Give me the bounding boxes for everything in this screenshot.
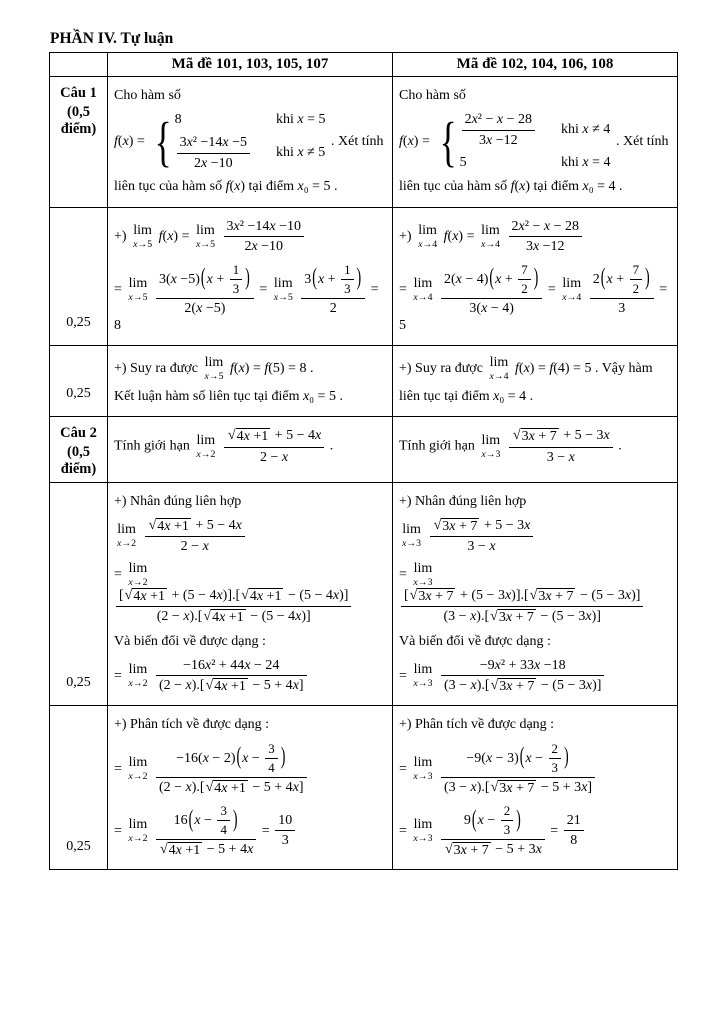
solution-line: = lim x→2 [ √ 4x +1 + (5 − 4x)].[ √ 4x +1 − (5 − 4x)] (2 − x).[ √ 4x +1 − (5 − 4x)] xyxy=(114,562,386,627)
fraction: $\frac{7}{2}$ xyxy=(518,262,530,297)
square-root: √ 4x +1 xyxy=(227,428,269,445)
limit-operator: lim x→3 xyxy=(413,662,433,690)
solution-line: f(x) = { $\frac{\text{2x² − x − 28}}{3x -12}$ khi x ≠ 4 5 khi x = 4 . Xét tính xyxy=(399,110,669,172)
limit-operator: lim x→3 xyxy=(413,560,433,588)
answer-cell-right xyxy=(393,207,678,346)
square-root: √ 4x +1 xyxy=(205,779,246,796)
limit-operator: lim x→5 xyxy=(204,355,224,383)
answer-cell-left xyxy=(108,77,393,208)
solution-line xyxy=(114,517,386,556)
square-root: √ 3x + 7 xyxy=(409,588,454,605)
fraction: √ 4x +1 + 5 − 4x 2 − x xyxy=(224,427,324,466)
solution-line: Tính giới hạn lim x→3 √ 3x + 7 + 5 − 3x 3 − x . xyxy=(399,428,622,465)
fraction: $\frac{\text{2x² − x − 28}}{3x -12}$ xyxy=(509,218,582,256)
solution-line: = lim x→2 −16x² + 44x − 24 (2 − x).[ √ 4x +1 − 5 + 4x] xyxy=(114,657,386,696)
limit-operator: lim x→3 xyxy=(413,817,433,845)
table-row xyxy=(50,417,678,482)
solution-line: = lim x→2 −16(x − 2)(x − $\frac{3}{4}$ ) (2 − x).[ √ 4x +1 − 5 + 4x] xyxy=(114,741,386,797)
square-root: √ 4x +1 xyxy=(203,609,244,626)
limit-operator: lim x→5 xyxy=(195,222,216,250)
fraction: 2(x + $\frac{7}{2}$ ) 3 xyxy=(590,262,654,318)
solution-line: Cho hàm số xyxy=(114,88,181,103)
solution-line: Kết luận hàm số liên tục tại điểm x₀ = 5 . xyxy=(114,389,343,405)
limit-operator: lim x→4 xyxy=(418,222,438,250)
limit-operator: lim x→2 xyxy=(196,432,216,460)
fraction: $\frac{10}{3}$ xyxy=(275,812,295,850)
answer-cell-left xyxy=(108,207,393,346)
solution-line: = lim x→3 −9x² + 33x −18 (3 − x).[ √ 3x + 7 − (5 − 3x)] xyxy=(399,657,671,696)
answer-cell-right xyxy=(393,417,678,482)
header-col-right: Mã đề 102, 104, 106, 108 xyxy=(393,53,678,77)
square-root: √ 4x +1 xyxy=(241,588,282,605)
solution-line: +) Phân tích về được dạng : xyxy=(399,717,555,733)
fraction: $\frac{2}{3}$ xyxy=(501,803,513,838)
solution-line: Và biến đổi về được dạng : xyxy=(399,633,551,649)
square-root: √ 3x + 7 xyxy=(490,779,535,796)
limit-operator: lim x→3 xyxy=(413,754,433,782)
answer-cell-right xyxy=(393,77,678,208)
fraction: 16(x − $\frac{3}{4}$ ) √ 4x +1 − 5 + 4x xyxy=(156,803,256,859)
fraction: [ √ 3x + 7 + (5 − 3x)].[ √ 3x + 7 − (5 − 3x)] (3 − x).[ √ 3x + 7 − (5 − 3x)] xyxy=(401,587,643,626)
solution-line: +) Phân tích về được dạng : xyxy=(114,717,270,733)
piecewise-cases: { 8 khi x = 5 $\frac{\text{3x² −14x −5}}{2x -10}$ khi x ≠ 5 xyxy=(154,110,326,172)
answer-cell-left xyxy=(108,706,393,870)
fraction: $\frac{3}{4}$ xyxy=(265,741,277,776)
solution-line: +) lim x→4 f(x) = lim x→4 $\frac{\text{2x² − x − 28}}{3x -12}$ xyxy=(399,218,671,256)
fraction: √ 4x +1 + 5 − 4x 2 − x xyxy=(145,517,245,556)
square-root: √ 4x +1 xyxy=(205,678,246,695)
solution-line: +) lim x→5 f(x) = lim x→5 $\frac{\text{3x² −14x −10}}{2x -10}$ xyxy=(114,218,386,256)
fraction: $\frac{1}{3}$ xyxy=(230,262,242,297)
square-root: √ 3x + 7 xyxy=(490,609,534,626)
fraction: 9(x − $\frac{2}{3}$ ) √ 3x + 7 − 5 + 3x xyxy=(441,803,545,859)
solution-line: +) Suy ra được lim x→4 f(x) = f(4) = 5 . Vậy hàm xyxy=(399,355,653,383)
score-cell: 0,25 xyxy=(50,706,108,870)
square-root: √ 3x + 7 xyxy=(529,588,574,605)
fraction: 3(x −5)(x + $\frac{1}{3}$ ) 2(x −5) xyxy=(156,262,254,318)
corner-cell xyxy=(50,53,108,77)
table-row xyxy=(50,77,678,208)
limit-operator: lim x→4 xyxy=(489,355,509,383)
fraction: 2(x − 4)(x + $\frac{7}{2}$ ) 3(x − 4) xyxy=(441,262,542,318)
fraction: $\frac{\text{3x² −14x −10}}{2x -10}$ xyxy=(224,218,304,256)
section-title: PHẦN IV. Tự luận xyxy=(50,30,174,47)
square-root: √ 3x + 7 xyxy=(490,678,535,695)
fraction: −16(x − 2)(x − $\frac{3}{4}$ ) (2 − x).[ √ 4x +1 − 5 + 4x] xyxy=(156,741,307,797)
fraction: [ √ 4x +1 + (5 − 4x)].[ √ 4x +1 − (5 − 4x)] (2 − x).[ √ 4x +1 − (5 − 4x)] xyxy=(116,587,351,626)
table-row xyxy=(50,482,678,706)
solution-line: Tính giới hạn lim x→2 √ 4x +1 + 5 − 4x 2 − x . xyxy=(114,428,334,465)
answer-cell-left xyxy=(108,417,393,482)
limit-operator: lim x→2 xyxy=(128,560,148,588)
fraction: $\frac{\text{3x² −14x −5}}{2x -10}$ xyxy=(177,134,250,172)
solution-line: = lim x→3 −9(x − 3)(x − $\frac{2}{3}$ ) (3 − x).[ √ 3x + 7 − 5 + 3x] xyxy=(399,741,671,797)
limit-operator: lim x→2 xyxy=(128,754,148,782)
limit-operator: lim x→5 xyxy=(273,275,293,303)
solution-line: liên tục của hàm số f(x) tại điểm x₀ = 5 . xyxy=(114,179,338,195)
answer-cell-left xyxy=(108,482,393,706)
question-label-cell: Câu 1 (0,5 điểm) xyxy=(50,77,108,208)
fraction: $\frac{3}{4}$ xyxy=(217,803,229,838)
solution-line: Cho hàm số xyxy=(399,88,466,103)
fraction: $\frac{\text{2x² − x − 28}}{3x -12}$ xyxy=(462,111,535,149)
solution-line: = lim x→4 2(x − 4)(x + $\frac{7}{2}$ ) 3(x − 4) = lim x→4 2(x + $\frac{7}{2}$ ) 3 = 5 xyxy=(399,262,668,334)
fraction: $\frac{7}{2}$ xyxy=(630,262,642,297)
square-root: √ 4x +1 xyxy=(124,588,165,605)
square-root: √ 3x + 7 xyxy=(433,517,478,534)
fraction: −16x² + 44x − 24 (2 − x).[ √ 4x +1 − 5 + 4x] xyxy=(156,657,307,696)
header-col-left: Mã đề 101, 103, 105, 107 xyxy=(108,53,393,77)
header-row xyxy=(50,53,678,77)
answer-cell-right xyxy=(393,482,678,706)
limit-operator: lim x→4 xyxy=(480,222,501,250)
limit-operator: lim x→2 xyxy=(128,662,148,690)
answer-cell-right xyxy=(393,706,678,870)
square-root: √ 4x +1 xyxy=(148,517,189,534)
score-cell: 0,25 xyxy=(50,346,108,417)
piecewise-cases: { $\frac{\text{2x² − x − 28}}{3x -12}$ khi x ≠ 4 5 khi x = 4 xyxy=(439,110,611,172)
fraction: 3(x + $\frac{1}{3}$ ) 2 xyxy=(301,262,365,318)
limit-operator: lim x→5 xyxy=(128,275,148,303)
limit-operator: lim x→3 xyxy=(402,522,422,550)
limit-operator: lim x→5 xyxy=(133,222,153,250)
limit-operator: lim x→2 xyxy=(128,817,148,845)
fraction: $\frac{1}{3}$ xyxy=(341,262,353,297)
square-root: √ 3x + 7 xyxy=(444,841,489,858)
limit-operator: lim x→4 xyxy=(562,275,582,303)
limit-operator: lim x→4 xyxy=(413,275,433,303)
answer-cell-right xyxy=(393,346,678,417)
solution-line xyxy=(399,517,671,556)
solution-line: f(x) = { 8 khi x = 5 $\frac{\text{3x² −14x −5}}{2x -10}$ khi x ≠ 5 . Xét tính xyxy=(114,110,384,172)
fraction: √ 3x + 7 + 5 − 3x 3 − x xyxy=(430,517,534,556)
square-root: √ 3x + 7 xyxy=(512,428,557,445)
solution-line: = lim x→5 3(x −5)(x + $\frac{1}{3}$ ) 2(x −5) = lim x→5 3(x + $\frac{1}{3}$ ) 2 = 8 xyxy=(114,262,379,334)
table-row xyxy=(50,207,678,346)
solution-line: +) Nhân đúng liên hợp xyxy=(399,493,527,509)
solution-line: = lim x→2 16(x − $\frac{3}{4}$ ) √ 4x +1 − 5 + 4x = $\frac{10}{3}$ xyxy=(114,803,386,859)
table-row xyxy=(50,346,678,417)
square-root: √ 4x +1 xyxy=(159,841,201,858)
solution-line: Và biến đổi về được dạng : xyxy=(114,633,266,649)
limit-operator: lim x→3 xyxy=(481,432,501,460)
score-cell: 0,25 xyxy=(50,207,108,346)
fraction: √ 3x + 7 + 5 − 3x 3 − x xyxy=(509,427,613,466)
solution-line: = lim x→3 [ √ 3x + 7 + (5 − 3x)].[ √ 3x + 7 − (5 − 3x)] (3 − x).[ √ 3x + 7 − (5 − 3x)] xyxy=(399,562,671,627)
answer-table-body xyxy=(50,77,678,870)
fraction: $\frac{21}{8}$ xyxy=(564,812,584,850)
solution-line: +) Nhân đúng liên hợp xyxy=(114,493,242,509)
fraction: −9x² + 33x −18 (3 − x).[ √ 3x + 7 − (5 − 3x)] xyxy=(441,657,604,696)
fraction: −9(x − 3)(x − $\frac{2}{3}$ ) (3 − x).[ √ 3x + 7 − 5 + 3x] xyxy=(441,741,595,797)
solution-line: +) Suy ra được lim x→5 f(x) = f(5) = 8 . xyxy=(114,355,314,383)
table-row xyxy=(50,706,678,870)
limit-operator: lim x→2 xyxy=(117,522,137,550)
score-cell: 0,25 xyxy=(50,482,108,706)
solution-line: liên tục của hàm số f(x) tại điểm x₀ = 4 . xyxy=(399,179,623,195)
fraction: $\frac{2}{3}$ xyxy=(549,741,561,776)
answer-cell-left xyxy=(108,346,393,417)
question-label-cell: Câu 2 (0,5 điểm) xyxy=(50,417,108,482)
solution-line: = lim x→3 9(x − $\frac{2}{3}$ ) √ 3x + 7 − 5 + 3x = $\frac{21}{8}$ xyxy=(399,803,671,859)
solution-line: liên tục tại điểm x₀ = 4 . xyxy=(399,389,534,405)
answer-table xyxy=(49,52,678,870)
